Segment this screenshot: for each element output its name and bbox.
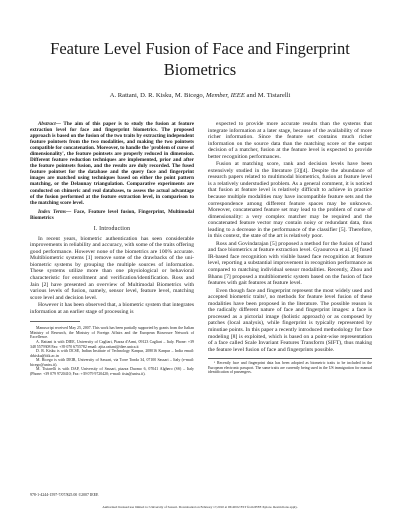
- abstract-label: Abstract: [38, 121, 56, 127]
- body-paragraph: Fusion at matching score, rank and decision levels have been extensively studied in the literature [3][4]. Despite the abundance of research papers related to multimodal biometrics, fusion at feature level is a relatively understudied problem. As a general comment, it is noticed that fusion at feature level is relatively difficult to achieve in practice because multiple modalities may have incompatible feature sets and the correspondence among different feature spaces may be unknown. Moreover, concatenated feature set may lead to the problem of curse of dimensionality: a very complex matcher may be required and the concatenated feature vector may contain noisy or redundant data, thus leading to a decrease in the performance of the classifier [5]. Therefore, in this context, the state of the art is relatively poor.: [208, 161, 372, 240]
- body-paragraph: expected to provide more accurate results than the systems that integrate information at a later stage, because of the availability of more richer information. Since the feature set contains much richer information on the source data than the matching score or the output decision of a matcher, fusion at the feature level is expected to provide better recognition performances.: [208, 121, 372, 160]
- body-paragraph: In recent years, biometric authentication has seen considerable improvements in reliability and accuracy, with some of the traits offering good performance. However none of the biometrics are 100% accurate. Multibiometric systems [1] remove some of the drawbacks of the uni-biometric systems by grouping the multiple sources of information. These systems utilize more than one physiological or behavioral characteristic for enrollment and verification/identification. Ross and Jain [2] have presented an overview of Multimodal Biometrics with various levels of fusion, namely, sensor level, feature level, matching score level and decision level.: [30, 235, 194, 301]
- author-membership: Member, IEEE: [206, 92, 245, 99]
- body-paragraph: Even though face and fingerprint represent the most widely used and accepted biometric traits¹, no methods for feature level fusion of these modalities have been proposed in the literature. The possible reason is the radically different nature of face and fingerprint images: a face is processed as a pictorial image (holistic approach) or as composed by patches (local analysis), while fingerprint is typically represented by minutiae points. In this paper a recently introduced methodology for face modeling [8] is exploited, which is based on a point-wise representation of a face called Scale Invariant Features Transform (SIFT), thus making the feature level fusion of face and fingerprints possible.: [208, 287, 372, 353]
- author-names: A. Rattani, D. R. Kisku, M. Bicego,: [109, 92, 205, 99]
- paper-title: Feature Level Fusion of Face and Fingerprint Biometrics: [50, 39, 350, 79]
- footnote: M. Bicego is with DEIR, University of Sassari, via Torre Tonda 34, 07100 Sassari – Italy (e-mail: bicego@uniss.it).: [30, 358, 194, 367]
- author-line: [20, 92, 380, 100]
- isbn-line: 978-1-4244-1597-7/07/$25.00 ©2007 IEEE: [30, 493, 99, 497]
- author-last: and M. Tistarelli: [246, 92, 291, 99]
- footnote: A. Rattani is with DIEE, University of Cagliari, Piazza d'Armi, 09123 Cagliari – Italy. Phone: +39 348 5579308 Fax: +39 070 6755782 email: ajita.rattani@diee.unica.it: [30, 339, 194, 349]
- footnote: Manuscript received May 25, 2007. This work has been partially supported by grants from the Italian Ministry of Research, the Ministry of Foreign Affairs and the European Biosecure Network of Excellence.: [30, 326, 194, 340]
- body-paragraph: Ross and Govindarajan [5] proposed a method for the fusion of hand and face biometrics at feature extraction level. Gyaourova et al. [6] fused IR-based face recognition with visible based face recognition at feature level, reporting a substantial improvement in recognition performance as compared to matching individual sensor modalities. Recently, Zhou and Bhanu [7] proposed a multibiometric system based on the fusion of face features with gait features at feature level.: [208, 240, 372, 287]
- left-column: [30, 121, 194, 376]
- footnote: D. R. Kisku is with DCSE, Indian Institute of Technology Kanpur, 208016 Kanpur – India email: drkisku@iitk.ac.in: [30, 349, 194, 358]
- download-footer: Authorized licensed use limited to: University of Sassari. Downloaded on February 17,2010 at 06:40:02 EST from IEEE Xplore. Restrictions apply.: [102, 505, 298, 509]
- index-terms-text: — Face, Feature level fusion, Fingerprint, Multimodal Biometrics: [30, 208, 195, 221]
- abstract-text: — The aim of this paper is to study the fusion at feature extraction level for face and fingerprint biometrics. The proposed approach is based on the fusion of the two traits by extracting independent feature pointsets from the two modalities, and making the two pointsets compatible for concatenation. Moreover, to handle the 'problem of curse of dimensionality', the feature pointsets are properly reduced in dimension. Different feature reduction techniques are implemented, prior and after the feature pointsets fusion, and the results are duly recorded. The fused feature pointset for the database and the query face and fingerprint images are matched using techniques based on either the point pattern matching, or the Delaunay triangulation. Comparative experiments are conducted on chimeric and real databases, to assess the actual advantage of the fusion performed at the feature extraction level, in comparison to the matching score level.: [30, 121, 195, 206]
- footnote-divider: [208, 358, 372, 359]
- footnote: ¹ Recently face and fingerprint data has been adopted as biometric traits to be included in the European electronic passport. The same traits are currently being used in the US immigration for manual identification of passengers.: [208, 361, 372, 375]
- index-terms-label: Index Terms: [38, 208, 66, 215]
- body-paragraph: However it has been observed that, a biometric system that integrates information at an earlier stage of processing is: [30, 302, 194, 315]
- abstract: [30, 121, 194, 206]
- index-terms: [30, 209, 194, 221]
- right-column: [208, 121, 372, 375]
- footnote-divider: [30, 321, 80, 322]
- footnote: M. Tistarelli is with DAP, University of Sassari, piazza Duomo 6, 07041 Alghero (SS) – Italy (Phone: +39 079 9720410; Fax: +39 079 9720420; e-mail: tista@uniss.it).: [30, 367, 194, 376]
- section-heading-introduction: I. Introduction: [93, 225, 131, 232]
